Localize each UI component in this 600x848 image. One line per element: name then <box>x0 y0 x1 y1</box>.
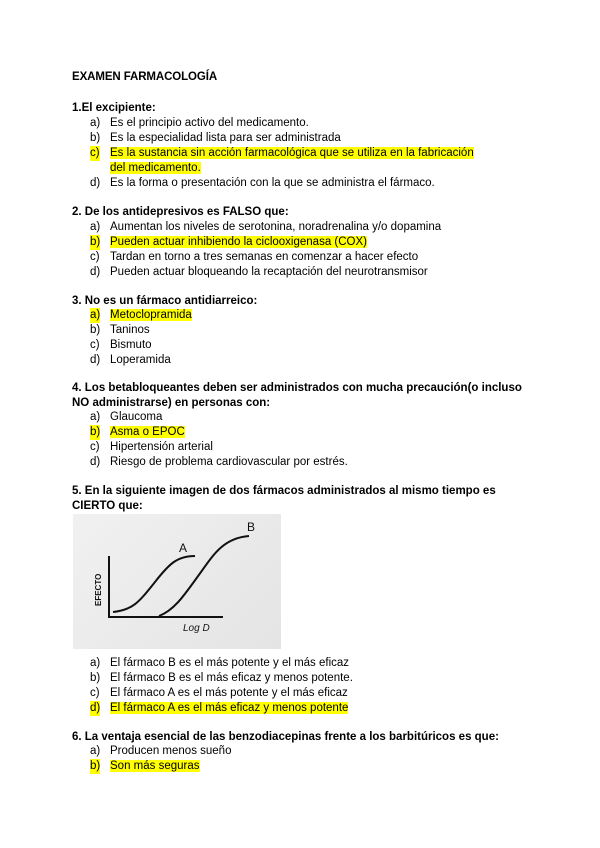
option-6b <box>90 759 490 774</box>
question-3: 3. No es un fármaco antidiarreico: <box>72 295 258 307</box>
option-letter: b) <box>90 426 101 438</box>
option-letter: d) <box>90 354 101 366</box>
option-letter: d) <box>90 266 101 278</box>
question-6-options <box>90 744 490 774</box>
option-text: Loperamida <box>110 354 171 366</box>
option-letter: b) <box>90 324 101 336</box>
option-1c <box>90 146 480 176</box>
question-3-options <box>90 308 490 368</box>
option-letter: d) <box>90 456 101 468</box>
option-4b <box>90 425 490 440</box>
question-1-options <box>90 116 490 191</box>
option-3a <box>90 308 490 323</box>
exam-title: EXAMEN FARMACOLOGÍA <box>72 71 218 83</box>
curve-a-label: A <box>179 541 188 555</box>
option-letter: c) <box>90 147 100 159</box>
option-2d <box>90 265 490 280</box>
question-4: 4. Los betabloqueantes deben ser administrados con mucha precaución(o incluso NO administrarse) en personas con: <box>72 382 522 409</box>
option-letter: a) <box>90 745 101 757</box>
option-letter: c) <box>90 339 100 351</box>
question-2: 2. De los antidepresivos es FALSO que: <box>72 206 289 218</box>
dose-response-figure <box>73 514 281 649</box>
y-axis-label: EFECTO <box>94 573 103 606</box>
option-letter: a) <box>90 657 101 669</box>
curve-b-label: B <box>247 520 256 534</box>
option-text-highlighted: Son más seguras <box>110 760 200 772</box>
option-1a <box>90 116 490 131</box>
option-text: Aumentan los niveles de serotonina, noradrenalina y/o dopamina <box>110 221 442 233</box>
option-text: Hipertensión arterial <box>110 441 213 453</box>
option-4a <box>90 410 490 425</box>
option-1b <box>90 131 490 146</box>
option-text: Tardan en torno a tres semanas en comenzar a hacer efecto <box>110 251 419 263</box>
option-2a <box>90 220 490 235</box>
option-2b <box>90 235 490 250</box>
option-text: Es la especialidad lista para ser administrada <box>110 132 341 144</box>
option-letter: c) <box>90 441 100 453</box>
option-letter: a) <box>90 221 101 233</box>
option-6a <box>90 744 490 759</box>
option-text: El fármaco A es el más potente y el más eficaz <box>110 687 348 699</box>
dose-response-graph <box>73 514 281 649</box>
option-text-highlighted: El fármaco A es el más eficaz y menos potente <box>110 702 349 714</box>
question-5-options <box>90 656 490 716</box>
curve-b <box>159 536 249 616</box>
option-5d <box>90 701 490 716</box>
question-2-options <box>90 220 490 280</box>
option-letter: b) <box>90 672 101 684</box>
option-3c <box>90 338 490 353</box>
option-text: Es el principio activo del medicamento. <box>110 117 309 129</box>
option-5c <box>90 686 490 701</box>
option-text-highlighted: Pueden actuar inhibiendo la ciclooxigenasa (COX) <box>110 236 367 248</box>
question-1: 1.El excipiente: <box>72 102 156 114</box>
option-letter: a) <box>90 309 101 321</box>
option-text: Producen menos sueño <box>110 745 232 757</box>
option-text: El fármaco B es el más eficaz y menos potente. <box>110 672 353 684</box>
question-4-options <box>90 410 490 470</box>
option-3d <box>90 353 490 368</box>
option-letter: a) <box>90 411 101 423</box>
option-letter: c) <box>90 251 100 263</box>
x-axis-label: Log D <box>183 623 210 634</box>
option-text-highlighted: Metoclopramida <box>110 309 192 321</box>
option-text: Pueden actuar bloqueando la recaptación del neurotransmisor <box>110 266 428 278</box>
option-letter: b) <box>90 760 101 772</box>
option-text: Es la forma o presentación con la que se administra el fármaco. <box>110 177 435 189</box>
option-text-highlighted: Asma o EPOC <box>110 426 185 438</box>
option-4c <box>90 440 490 455</box>
option-3b <box>90 323 490 338</box>
option-5b <box>90 671 490 686</box>
option-letter: d) <box>90 702 101 714</box>
option-text-highlighted: Es la sustancia sin acción farmacológica que se utiliza en la fabricación del medicamento. <box>110 147 474 174</box>
option-letter: a) <box>90 117 101 129</box>
option-text: Taninos <box>110 324 150 336</box>
option-4d <box>90 455 490 470</box>
option-letter: b) <box>90 236 101 248</box>
curve-a <box>113 556 195 612</box>
option-5a <box>90 656 490 671</box>
option-letter: b) <box>90 132 101 144</box>
question-5: 5. En la siguiente imagen de dos fármacos administrados al mismo tiempo es CIERTO que: <box>72 485 496 512</box>
option-text: Glaucoma <box>110 411 163 423</box>
option-text: Bismuto <box>110 339 152 351</box>
option-letter: c) <box>90 687 100 699</box>
option-letter: d) <box>90 177 101 189</box>
option-text: Riesgo de problema cardiovascular por estrés. <box>110 456 348 468</box>
option-1d <box>90 176 490 191</box>
option-text: El fármaco B es el más potente y el más eficaz <box>110 657 350 669</box>
question-6: 6. La ventaja esencial de las benzodiacepinas frente a los barbitúricos es que: <box>72 731 499 743</box>
option-2c <box>90 250 490 265</box>
